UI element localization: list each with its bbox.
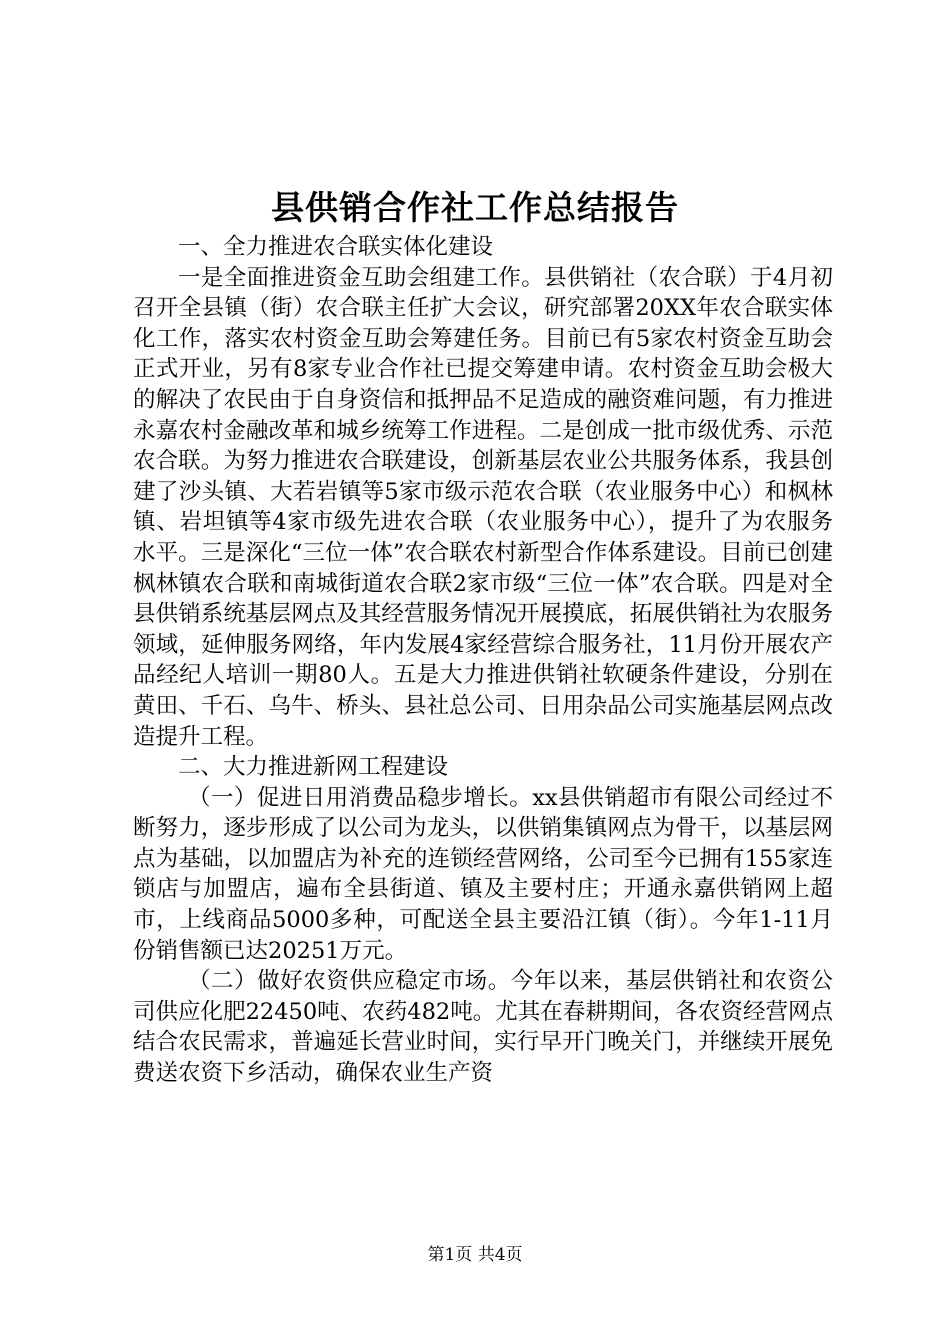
section-heading-2: 二、大力推进新网工程建设: [178, 754, 449, 781]
section-1-paragraph-1: 一是全面推进资金互助会组建工作。县供销社（农合联）于4月初召开全县镇（街）农合联主任扩大会议，研究部署20XX年农合联实体化工作，落实农村资金互助会筹建任务。目前已有5家农村资金互助会正式开业，另有8家专业合作社已提交筹建申请。农村资金互助会极大的解决了农民由于自身资信和抵押品不足造成的融资难问题，有力推进永嘉农村金融改革和城乡统筹工作进程。二是创成一批市级优秀、示范农合联。为努力推进农合联建设，创新基层农业公共服务体系，我县创建了沙头镇、大若岩镇等5家市级示范农合联（农业服务中心）和枫林镇、岩坦镇等4家市级先进农合联（农业服务中心），提升了为农服务水平。三是深化“三位一体”农合联农村新型合作体系建设。目前已创建枫林镇农合联和南城街道农合联2家市级“三位一体”农合联。四是对全县供销系统基层网点及其经营服务情况开展摸底，拓展供销社为农服务领域，延伸服务网络，年内发展4家经营综合服务社，11月份开展农产品经纪人培训一期80人。五是大力推进供销社软硬条件建设，分别在黄田、千石、乌牛、桥头、县社总公司、日用杂品公司实施基层网点改造提升工程。: [133, 264, 833, 750]
section-2-paragraph-1: （一）促进日用消费品稳步增长。xx县供销超市有限公司经过不断努力，逐步形成了以公司为龙头，以供销集镇网点为骨干，以基层网点为基础，以加盟店为补充的连锁经营网络，公司至今已拥有155家连锁店与加盟店，遍布全县街道、镇及主要村庄；开通永嘉供销网上超市，上线商品5000多种，可配送全县主要沿江镇（街）。今年1-11月份销售额已达20251万元。: [133, 784, 833, 964]
section-heading-1: 一、全力推进农合联实体化建设: [178, 234, 494, 260]
document-title: 县供销合作社工作总结报告: [271, 188, 679, 227]
page-number-footer: 第1页 共4页: [427, 1245, 523, 1265]
section-2-paragraph-2: （二）做好农资供应稳定市场。今年以来，基层供销社和农资公司供应化肥22450吨、农药482吨。尤其在春耕期间，各农资经营网点结合农民需求，普遍延长营业时间，实行早开门晚关门，并继续开展免费送农资下乡活动，确保农业生产资: [133, 968, 833, 1087]
document-body: [133, 232, 833, 1089]
